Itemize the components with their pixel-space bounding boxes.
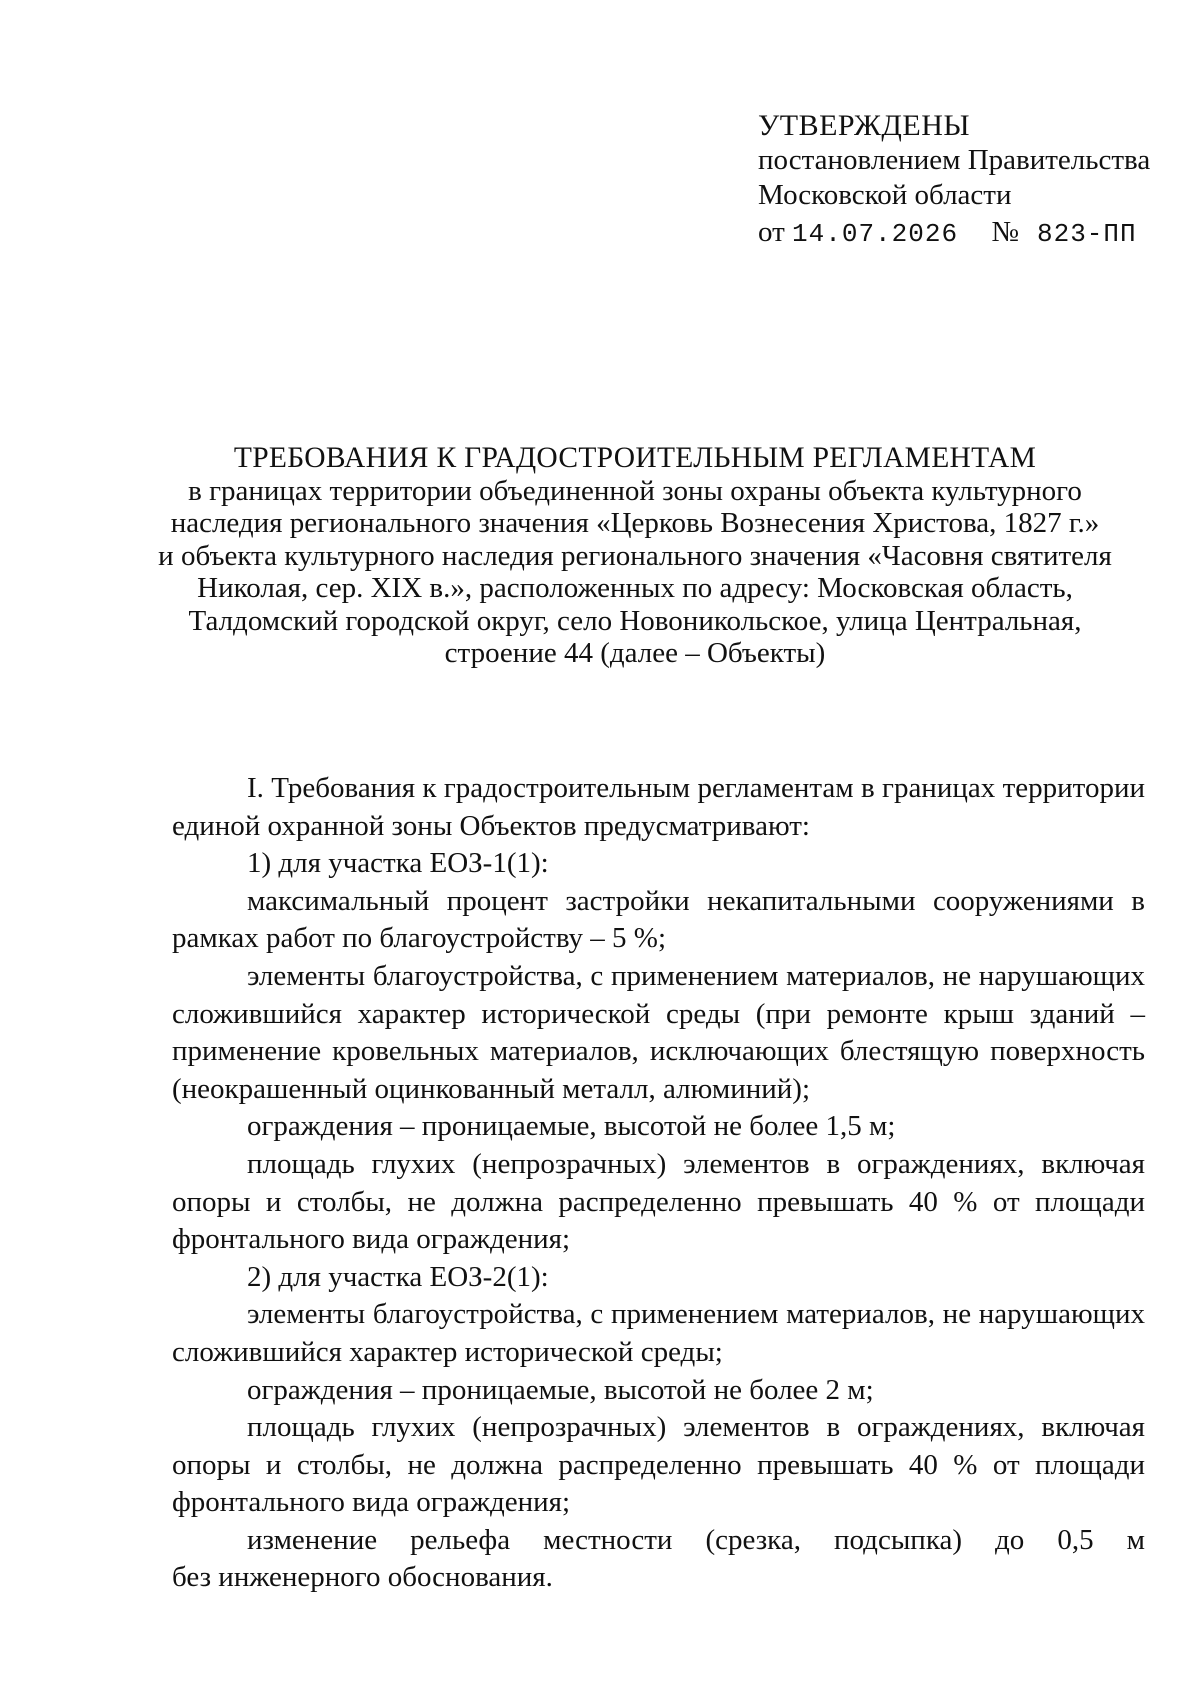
title-line: и объекта культурного наследия регионального значения «Часовня святителя: [158, 539, 1112, 572]
date-prefix: от: [758, 216, 785, 248]
section-1-intro: I. Требования к градостроительным регламентам в границах территории единой охранной зоны Объектов предусматривают:: [172, 772, 1145, 842]
item-2-heading: 2) для участка ЕОЗ-2(1):: [247, 1260, 549, 1293]
document-body: [172, 770, 1145, 1597]
number-sign: №: [991, 216, 1019, 248]
item-1-paragraph: ограждения – проницаемые, высотой не более 1,5 м;: [247, 1110, 896, 1143]
decree-number: 823-ПП: [1037, 219, 1137, 249]
document-title: ТРЕБОВАНИЯ К ГРАДОСТРОИТЕЛЬНЫМ РЕГЛАМЕНТАМ: [233, 442, 1037, 474]
title-line: строение 44 (далее – Объекты): [444, 637, 826, 669]
approval-issuer-line: постановлением Правительства: [758, 144, 1151, 176]
item-1-paragraph: площадь глухих (непрозрачных) элементов в ограждениях, включая опоры и столбы, не должна распределенно превышать 40 % от площади фронтального вида ограждения;: [172, 1147, 1145, 1256]
item-2-paragraph: ограждения – проницаемые, высотой не более 2 м;: [247, 1373, 874, 1406]
approved-label: УТВЕРЖДЕНЫ: [758, 109, 971, 142]
item-2-paragraph-end: без инженерного обоснования.: [172, 1561, 553, 1594]
title-line: Талдомский городской округ, село Новоникольское, улица Центральная,: [188, 604, 1082, 637]
approval-region-line: Московской области: [758, 179, 1012, 211]
approval-block: [758, 108, 1178, 252]
item-1-heading: 1) для участка ЕОЗ-1(1):: [247, 847, 549, 880]
item-1-paragraph: максимальный процент застройки некапитальными сооружениями в рамках работ по благоустройству – 5 %;: [172, 884, 1145, 955]
title-line: в границах территории объединенной зоны охраны объекта культурного: [188, 474, 1082, 507]
approval-date-line: [758, 215, 1178, 252]
title-line: Николая, сер. XIX в.», расположенных по адресу: Московская область,: [197, 572, 1073, 604]
item-2-paragraph: элементы благоустройства, с применением материалов, не нарушающих сложившийся характер исторической среды;: [172, 1298, 1145, 1368]
item-1-paragraph: элементы благоустройства, с применением материалов, не нарушающих сложившийся характер исторической среды (при ремонте крыш зданий – применение кровельных материалов, исключающих блестящую поверхность (неокрашенный оцинкованный металл, алюминий);: [172, 959, 1145, 1105]
title-line: наследия регионального значения «Церковь Вознесения Христова, 1827 г.»: [170, 507, 1100, 539]
document-title-block: [150, 442, 1120, 670]
item-2-paragraph-spread: изменение рельефа местности (срезка, подсыпка) до 0,5 м: [247, 1523, 1145, 1556]
decree-date: 14.07.2026: [792, 219, 959, 249]
item-2-paragraph: площадь глухих (непрозрачных) элементов в ограждениях, включая опоры и столбы, не должна распределенно превышать 40 % от площади фронтального вида ограждения;: [172, 1411, 1145, 1519]
